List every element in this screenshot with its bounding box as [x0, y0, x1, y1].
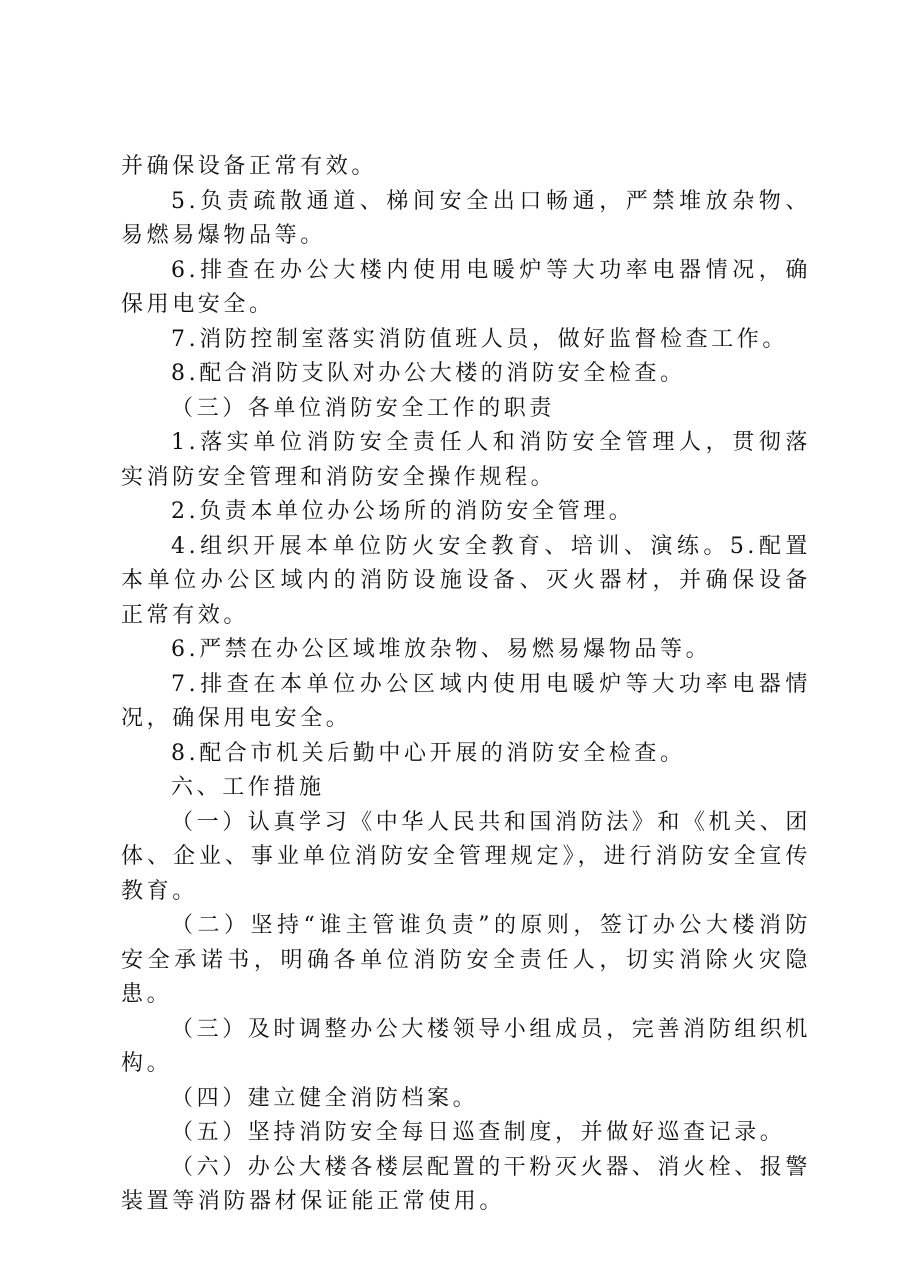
- paragraph-measure-2: （二）坚持“谁主管谁负责”的原则，签订办公大楼消防安全承诺书，明确各单位消防安全责任人，切实消除火灾隐患。: [121, 913, 811, 1007]
- paragraph-unit-item-7: 7.排查在本单位办公区域内使用电暖炉等大功率电器情况，确保用电安全。: [121, 671, 811, 731]
- document-body: [121, 150, 811, 1220]
- paragraph-unit-item-1: 1.落实单位消防安全责任人和消防安全管理人，贯彻落实消防安全管理和消防安全操作规程。: [121, 430, 811, 490]
- paragraph-item-8: 8.配合消防支队对办公大楼的消防安全检查。: [171, 361, 686, 386]
- paragraph-measure-1: （一）认真学习《中华人民共和国消防法》和《机关、团体、企业、事业单位消防安全管理规定》，进行消防安全宣传教育。: [121, 809, 812, 904]
- section-heading-unit-duties: （三）各单位消防安全工作的职责: [171, 395, 556, 421]
- paragraph-unit-item-8: 8.配合市机关后勤中心开展的消防安全检查。: [171, 740, 686, 766]
- paragraph-unit-item-4-5: 4.组织开展本单位防火安全教育、培训、演练。5.配置本单位办公区域内的消防设施设备、灭火器材，并确保设备正常有效。: [121, 533, 811, 628]
- paragraph-item-7: 7.消防控制室落实消防值班人员，做好监督检查工作。: [171, 326, 788, 352]
- paragraph-measure-4: （四）建立健全消防档案。: [171, 1085, 479, 1111]
- paragraph-measure-6: （六）办公大楼各楼层配置的干粉灭火器、消火栓、报警装置等消防器材保证能正常使用。: [121, 1154, 812, 1214]
- paragraph-item-5: 5.负责疏散通道、梯间安全出口畅通，严禁堆放杂物、易燃易爆物品等。: [121, 188, 811, 248]
- paragraph-unit-item-2: 2.负责本单位办公场所的消防安全管理。: [171, 499, 635, 524]
- paragraph-unit-item-6: 6.严禁在办公区域堆放杂物、易燃易爆物品等。: [171, 637, 712, 662]
- paragraph-measure-5: （五）坚持消防安全每日巡查制度，并做好巡查记录。: [171, 1120, 786, 1145]
- paragraph-measure-3: （三）及时调整办公大楼领导小组成员，完善消防组织机构。: [121, 1016, 812, 1076]
- paragraph-continuation: 并确保设备正常有效。: [121, 154, 378, 179]
- paragraph-item-6: 6.排查在办公大楼内使用电暖炉等大功率电器情况，确保用电安全。: [121, 257, 811, 317]
- section-heading-measures: 六、工作措施: [171, 775, 325, 800]
